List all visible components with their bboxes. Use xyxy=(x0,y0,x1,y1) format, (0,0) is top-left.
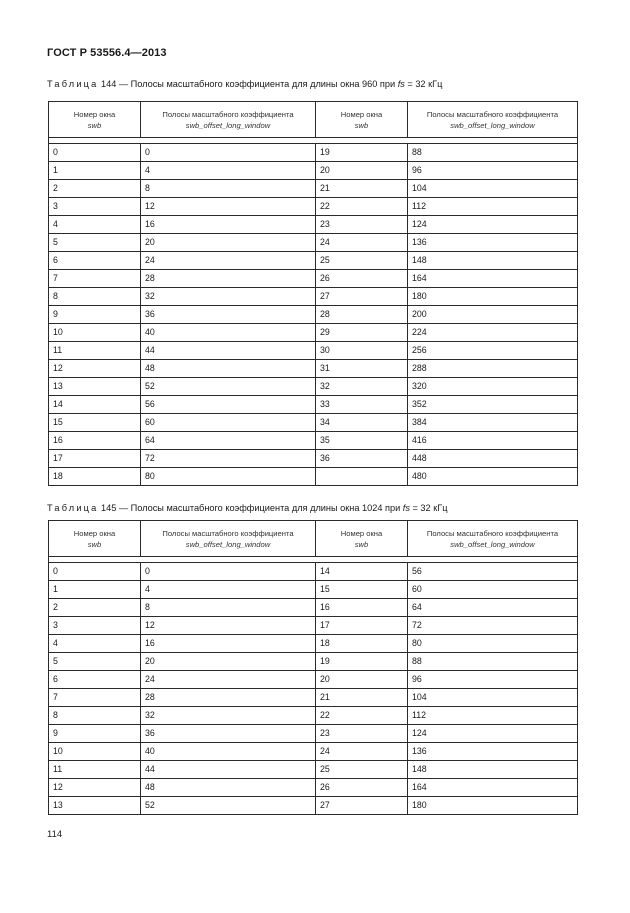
table-cell: 124 xyxy=(408,725,578,743)
document-code: ГОСТ Р 53556.4—2013 xyxy=(47,47,167,59)
table-cell: 21 xyxy=(316,180,408,198)
table-cell: 44 xyxy=(141,761,316,779)
table-cell: 12 xyxy=(141,617,316,635)
table-cell: 16 xyxy=(141,216,316,234)
table-cell: 44 xyxy=(141,342,316,360)
table-row xyxy=(49,216,578,234)
table-cell: 0 xyxy=(141,563,316,581)
table-cell: 320 xyxy=(408,378,578,396)
table-cell: 0 xyxy=(141,144,316,162)
table-cell: 180 xyxy=(408,288,578,306)
table-cell: 4 xyxy=(141,162,316,180)
table-cell: 416 xyxy=(408,432,578,450)
table-cell: 124 xyxy=(408,216,578,234)
table-cell: 1 xyxy=(49,581,141,599)
table-cell: 17 xyxy=(49,450,141,468)
table-cell: 36 xyxy=(141,725,316,743)
table-row xyxy=(49,180,578,198)
table-cell: 60 xyxy=(408,581,578,599)
table-cell: 22 xyxy=(316,198,408,216)
table-cell: 2 xyxy=(49,599,141,617)
table-row xyxy=(49,689,578,707)
caption-text-end: = 32 кГц xyxy=(404,79,443,89)
table-cell: 32 xyxy=(141,707,316,725)
table-cell: 21 xyxy=(316,689,408,707)
table-cell: 256 xyxy=(408,342,578,360)
table-row xyxy=(49,797,578,815)
table-header-row xyxy=(49,102,578,138)
table-cell: 25 xyxy=(316,252,408,270)
table-row xyxy=(49,450,578,468)
table-cell: 7 xyxy=(49,270,141,288)
table-cell: 15 xyxy=(316,581,408,599)
table-cell: 104 xyxy=(408,180,578,198)
table-cell: 4 xyxy=(141,581,316,599)
table-cell: 8 xyxy=(49,707,141,725)
table-cell: 33 xyxy=(316,396,408,414)
table-cell: 10 xyxy=(49,324,141,342)
table-row xyxy=(49,360,578,378)
column-header: Полосы масштабного коэффициента swb_offset_long_window xyxy=(408,521,578,557)
table-row xyxy=(49,468,578,486)
table-cell: 40 xyxy=(141,324,316,342)
table-row xyxy=(49,635,578,653)
table-cell: 200 xyxy=(408,306,578,324)
table-cell xyxy=(316,468,408,486)
column-header: Номер окна swb xyxy=(49,102,141,138)
table-cell: 16 xyxy=(141,635,316,653)
table-cell: 3 xyxy=(49,198,141,216)
table-cell: 4 xyxy=(49,635,141,653)
table-cell: 104 xyxy=(408,689,578,707)
table-cell: 16 xyxy=(316,599,408,617)
table-row xyxy=(49,599,578,617)
table-cell: 11 xyxy=(49,761,141,779)
table-cell: 288 xyxy=(408,360,578,378)
table-cell: 112 xyxy=(408,707,578,725)
table-row xyxy=(49,162,578,180)
page-number: 114 xyxy=(47,829,63,840)
table-cell: 24 xyxy=(316,743,408,761)
table-cell: 6 xyxy=(49,671,141,689)
table-cell: 23 xyxy=(316,725,408,743)
table-cell: 88 xyxy=(408,144,578,162)
table-cell: 20 xyxy=(316,671,408,689)
table-cell: 80 xyxy=(141,468,316,486)
column-header: Полосы масштабного коэффициента swb_offset_long_window xyxy=(408,102,578,138)
table-row xyxy=(49,414,578,432)
scale-factor-band-table-145 xyxy=(48,520,578,815)
table-cell: 0 xyxy=(49,144,141,162)
table-cell: 28 xyxy=(141,270,316,288)
table-cell: 64 xyxy=(408,599,578,617)
table-cell: 148 xyxy=(408,761,578,779)
table-cell: 8 xyxy=(49,288,141,306)
table-cell: 164 xyxy=(408,779,578,797)
table-cell: 14 xyxy=(49,396,141,414)
table-cell: 352 xyxy=(408,396,578,414)
table-row xyxy=(49,563,578,581)
table-cell: 96 xyxy=(408,671,578,689)
scale-factor-band-table-144 xyxy=(48,101,578,486)
table-body xyxy=(49,144,578,486)
table-cell: 18 xyxy=(49,468,141,486)
column-header: Номер окна swb xyxy=(49,521,141,557)
table-cell: 10 xyxy=(49,743,141,761)
table-row xyxy=(49,396,578,414)
table-cell: 72 xyxy=(141,450,316,468)
table-cell: 19 xyxy=(316,144,408,162)
table-cell: 60 xyxy=(141,414,316,432)
table-cell: 23 xyxy=(316,216,408,234)
table-cell: 34 xyxy=(316,414,408,432)
table-cell: 13 xyxy=(49,797,141,815)
table-cell: 14 xyxy=(316,563,408,581)
table-cell: 88 xyxy=(408,653,578,671)
table-cell: 11 xyxy=(49,342,141,360)
table-cell: 2 xyxy=(49,180,141,198)
table-header-row xyxy=(49,521,578,557)
table-cell: 0 xyxy=(49,563,141,581)
table-cell: 27 xyxy=(316,797,408,815)
table-row xyxy=(49,234,578,252)
table-row xyxy=(49,270,578,288)
table-cell: 13 xyxy=(49,378,141,396)
table-cell: 28 xyxy=(141,689,316,707)
table-row xyxy=(49,324,578,342)
table-row xyxy=(49,432,578,450)
table-cell: 25 xyxy=(316,761,408,779)
table-body xyxy=(49,563,578,815)
table-cell: 448 xyxy=(408,450,578,468)
table-cell: 17 xyxy=(316,617,408,635)
table-cell: 3 xyxy=(49,617,141,635)
column-header: Полосы масштабного коэффициента swb_offset_long_window xyxy=(141,521,316,557)
table-cell: 64 xyxy=(141,432,316,450)
table-caption-144 xyxy=(47,79,442,89)
table-row xyxy=(49,581,578,599)
table-cell: 7 xyxy=(49,689,141,707)
table-cell: 35 xyxy=(316,432,408,450)
caption-word: Таблица xyxy=(47,79,99,89)
column-header: Номер окна swb xyxy=(316,102,408,138)
table-cell: 18 xyxy=(316,635,408,653)
table-row xyxy=(49,743,578,761)
table-cell: 8 xyxy=(141,180,316,198)
table-row xyxy=(49,252,578,270)
table-cell: 24 xyxy=(316,234,408,252)
table-cell: 29 xyxy=(316,324,408,342)
table-row xyxy=(49,653,578,671)
table-cell: 5 xyxy=(49,234,141,252)
table-cell: 12 xyxy=(49,360,141,378)
table-cell: 72 xyxy=(408,617,578,635)
table-cell: 80 xyxy=(408,635,578,653)
table-cell: 16 xyxy=(49,432,141,450)
table-cell: 36 xyxy=(316,450,408,468)
table-row xyxy=(49,342,578,360)
table-cell: 27 xyxy=(316,288,408,306)
table-row xyxy=(49,617,578,635)
table-cell: 40 xyxy=(141,743,316,761)
table-cell: 26 xyxy=(316,779,408,797)
table-cell: 32 xyxy=(316,378,408,396)
table-row xyxy=(49,198,578,216)
table-cell: 5 xyxy=(49,653,141,671)
table-row xyxy=(49,779,578,797)
table-cell: 31 xyxy=(316,360,408,378)
table-row xyxy=(49,144,578,162)
table-cell: 12 xyxy=(49,779,141,797)
table-cell: 8 xyxy=(141,599,316,617)
table-cell: 30 xyxy=(316,342,408,360)
caption-fs: fs xyxy=(402,503,410,513)
table-cell: 15 xyxy=(49,414,141,432)
table-row xyxy=(49,288,578,306)
table-row xyxy=(49,306,578,324)
table-cell: 6 xyxy=(49,252,141,270)
table-cell: 24 xyxy=(141,252,316,270)
table-cell: 224 xyxy=(408,324,578,342)
table-cell: 148 xyxy=(408,252,578,270)
table-cell: 480 xyxy=(408,468,578,486)
table-row xyxy=(49,378,578,396)
table-row xyxy=(49,761,578,779)
table-cell: 1 xyxy=(49,162,141,180)
table-cell: 22 xyxy=(316,707,408,725)
table-cell: 48 xyxy=(141,360,316,378)
table-cell: 9 xyxy=(49,306,141,324)
table-cell: 48 xyxy=(141,779,316,797)
table-cell: 32 xyxy=(141,288,316,306)
table-cell: 36 xyxy=(141,306,316,324)
table-cell: 136 xyxy=(408,234,578,252)
table-cell: 180 xyxy=(408,797,578,815)
caption-word: Таблица xyxy=(47,503,99,513)
table-cell: 20 xyxy=(141,653,316,671)
table-cell: 56 xyxy=(141,396,316,414)
table-cell: 112 xyxy=(408,198,578,216)
table-cell: 136 xyxy=(408,743,578,761)
table-cell: 52 xyxy=(141,378,316,396)
caption-text: 145 — Полосы масштабного коэффициента для длины окна 1024 при xyxy=(101,503,403,513)
column-header: Полосы масштабного коэффициента swb_offset_long_window xyxy=(141,102,316,138)
table-cell: 12 xyxy=(141,198,316,216)
table-cell: 20 xyxy=(141,234,316,252)
table-cell: 24 xyxy=(141,671,316,689)
caption-text-end: = 32 кГц xyxy=(409,503,448,513)
table-cell: 9 xyxy=(49,725,141,743)
table-cell: 56 xyxy=(408,563,578,581)
table-cell: 20 xyxy=(316,162,408,180)
table-row xyxy=(49,671,578,689)
caption-fs: fs xyxy=(397,79,405,89)
table-cell: 96 xyxy=(408,162,578,180)
table-cell: 52 xyxy=(141,797,316,815)
table-cell: 28 xyxy=(316,306,408,324)
caption-text: 144 — Полосы масштабного коэффициента для длины окна 960 при xyxy=(101,79,398,89)
table-cell: 19 xyxy=(316,653,408,671)
table-cell: 384 xyxy=(408,414,578,432)
column-header: Номер окна swb xyxy=(316,521,408,557)
table-row xyxy=(49,725,578,743)
table-cell: 164 xyxy=(408,270,578,288)
table-cell: 4 xyxy=(49,216,141,234)
table-caption-145 xyxy=(47,503,447,513)
table-cell: 26 xyxy=(316,270,408,288)
table-row xyxy=(49,707,578,725)
